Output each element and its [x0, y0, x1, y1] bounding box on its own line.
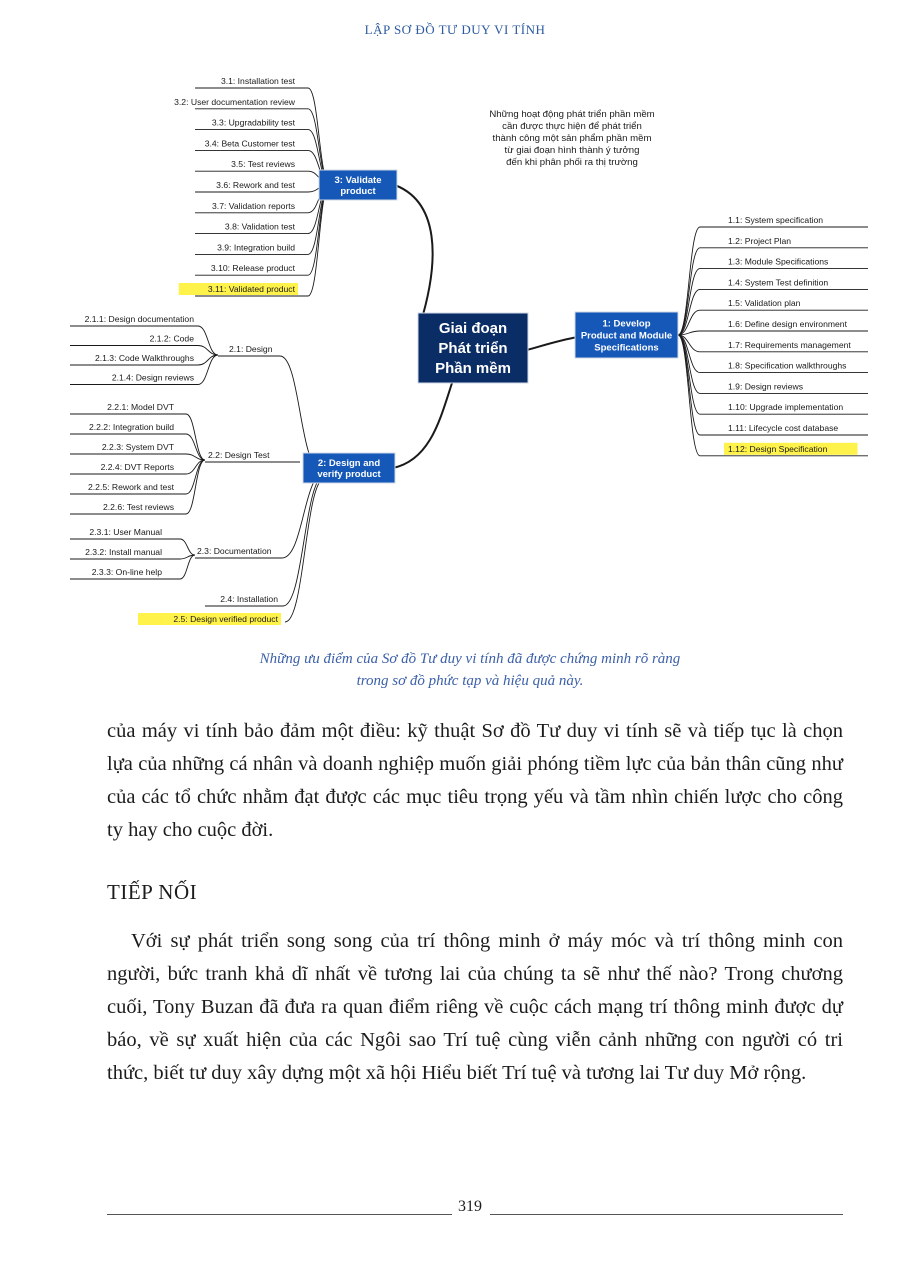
design-test-item: 2.2.4: DVT Reports	[100, 462, 174, 472]
design-test-label: 2.2: Design Test	[208, 450, 270, 460]
page-number: 319	[458, 1198, 482, 1215]
branch3-item: 3.10: Release product	[210, 263, 295, 274]
center-node-title-line: Phát triển	[438, 340, 508, 357]
mind-map-diagram	[0, 60, 910, 640]
branch3-item: 3.6: Rework and test	[216, 180, 295, 190]
installation-to-branch2	[283, 475, 325, 606]
branch3-item: 3.2: User documentation review	[174, 96, 295, 107]
branch1-item: 1.5: Validation plan	[728, 298, 801, 309]
documentation-label: 2.3: Documentation	[197, 546, 272, 556]
section-heading: TIẾP NỐI	[107, 880, 198, 904]
branch1-item: 1.12: Design Specification	[728, 443, 828, 454]
branch1-item: 1.11: Lifecycle cost database	[728, 423, 839, 433]
design-item: 2.1.4: Design reviews	[111, 372, 194, 383]
branch1-item: 1.8: Specification walkthroughs	[728, 360, 847, 371]
caption-line-1: Những ưu điểm của Sơ đồ Tư duy vi tính đã được chứng minh rõ ràng	[259, 651, 681, 667]
documentation-item: 2.3.1: User Manual	[89, 527, 162, 537]
design-to-branch2	[280, 356, 320, 468]
branch1-item: 1.6: Define design environment	[728, 319, 847, 329]
branch3-item: 3.5: Test reviews	[231, 159, 295, 170]
branch2-title-line: verify product	[317, 469, 381, 480]
branch1-connector	[678, 335, 700, 373]
design-label: 2.1: Design	[229, 344, 273, 354]
note-line: cần được thực hiện để phát triển	[502, 121, 642, 132]
design-item: 2.1.2: Code	[149, 333, 194, 344]
branch1-item: 1.1: System specification	[728, 215, 824, 225]
branch1-item: 1.7: Requirements management	[728, 339, 851, 350]
documentation-connector	[180, 539, 195, 555]
design-item: 2.1.3: Code Walkthroughs	[94, 353, 194, 363]
branch1-connector	[678, 335, 700, 414]
branch1-title-line: Specifications	[594, 342, 659, 354]
center-to-branch1	[527, 337, 578, 350]
branch3-connector	[308, 184, 330, 296]
branch3-item: 3.1: Installation test	[220, 76, 295, 86]
branch3-item: 3.8: Validation test	[224, 221, 295, 232]
center-to-branch2	[393, 383, 452, 468]
design-test-connector	[186, 414, 205, 460]
branch1-connector	[678, 335, 700, 435]
documentation-item: 2.3.2: Install manual	[85, 547, 162, 557]
note-line: từ giai đoạn hình thành ý tưởng	[504, 145, 640, 156]
note-line: thành công một sản phẩm phần mềm	[492, 133, 652, 144]
center-node-title-line: Giai đoạn	[438, 320, 508, 337]
design-test-item: 2.2.3: System DVT	[101, 442, 174, 452]
design-test-connector	[186, 460, 205, 514]
branch3-item: 3.7: Validation reports	[212, 200, 295, 211]
branch3-item: 3.9: Integration build	[217, 242, 295, 253]
design-item: 2.1.1: Design documentation	[84, 314, 194, 324]
branch1-item: 1.3: Module Specifications	[728, 256, 829, 267]
branch1-connector	[678, 289, 700, 335]
running-head: LẬP SƠ ĐỒ TƯ DUY VI TÍNH	[364, 22, 546, 37]
design-test-item: 2.2.6: Test reviews	[102, 502, 174, 512]
verified-label: 2.5: Design verified product	[173, 614, 278, 624]
body-paragraph-2: Với sự phát triển song song của trí thông minh ở máy móc và trí thông minh con người, bức tranh khả dĩ nhất về tương lai của chúng ta sẽ như thế nào? Trong chương cuối, Tony Buzan đã đưa ra quan điểm riêng về cuộc cách mạng trí thông minh được dự báo, về sự xuất hiện của các Ngôi sao Trí tuệ cùng viễn cảnh những con người có tri thức, biết tư duy xây dựng một xã hội Hiểu biết Trí tuệ và tương lai Tư duy Mở rộng.	[107, 930, 843, 1084]
branch1-title-line: Product and Module	[580, 330, 673, 342]
installation-label: 2.4: Installation	[220, 594, 278, 604]
body-paragraph-1: của máy vi tính bảo đảm một điều: kỹ thuật Sơ đồ Tư duy vi tính sẽ và tiếp tục là chọn lựa của những cá nhân và doanh nghiệp muốn giải phóng tiềm lực của bản thân cũng như của các tổ chức nhằm đạt được các mục tiêu trọng yếu và tầm nhìn chiến lược cho công ty hay cho cuộc đời.	[107, 720, 843, 841]
note-line: đến khi phân phối ra thị trường	[506, 157, 638, 168]
branch3-item: 3.4: Beta Customer test	[204, 138, 295, 149]
branch1-connector	[678, 227, 700, 335]
footer-rule-right	[490, 1214, 843, 1215]
figure-caption	[0, 648, 910, 692]
documentation-item: 2.3.3: On-line help	[91, 567, 162, 577]
branch1-item: 1.10: Upgrade implementation	[728, 402, 844, 413]
branch1-item: 1.4: System Test definition	[728, 277, 829, 288]
branch1-item: 1.2: Project Plan	[728, 235, 792, 246]
design-test-item: 2.2.5: Rework and test	[88, 482, 174, 492]
branch3-item: 3.3: Upgradability test	[211, 117, 295, 128]
center-node-title-line: Phần mềm	[435, 360, 511, 377]
branch3-title-line: product	[340, 186, 376, 197]
design-test-item: 2.2.2: Integration build	[88, 422, 174, 432]
branch2-title-line: 2: Design and	[317, 458, 381, 469]
caption-line-2: trong sơ đồ phức tạp và hiệu quả này.	[356, 673, 584, 689]
branch1-title-line: 1: Develop	[602, 318, 651, 330]
branch3-title-line: 3: Validate	[334, 175, 382, 186]
note-line: Những hoạt động phát triển phần mềm	[489, 109, 655, 120]
branch3-item: 3.11: Validated product	[207, 284, 295, 294]
center-to-branch3	[392, 184, 433, 325]
verified-to-branch2	[285, 478, 325, 622]
design-test-item: 2.2.1: Model DVT	[107, 402, 174, 412]
branch1-item: 1.9: Design reviews	[728, 381, 803, 392]
